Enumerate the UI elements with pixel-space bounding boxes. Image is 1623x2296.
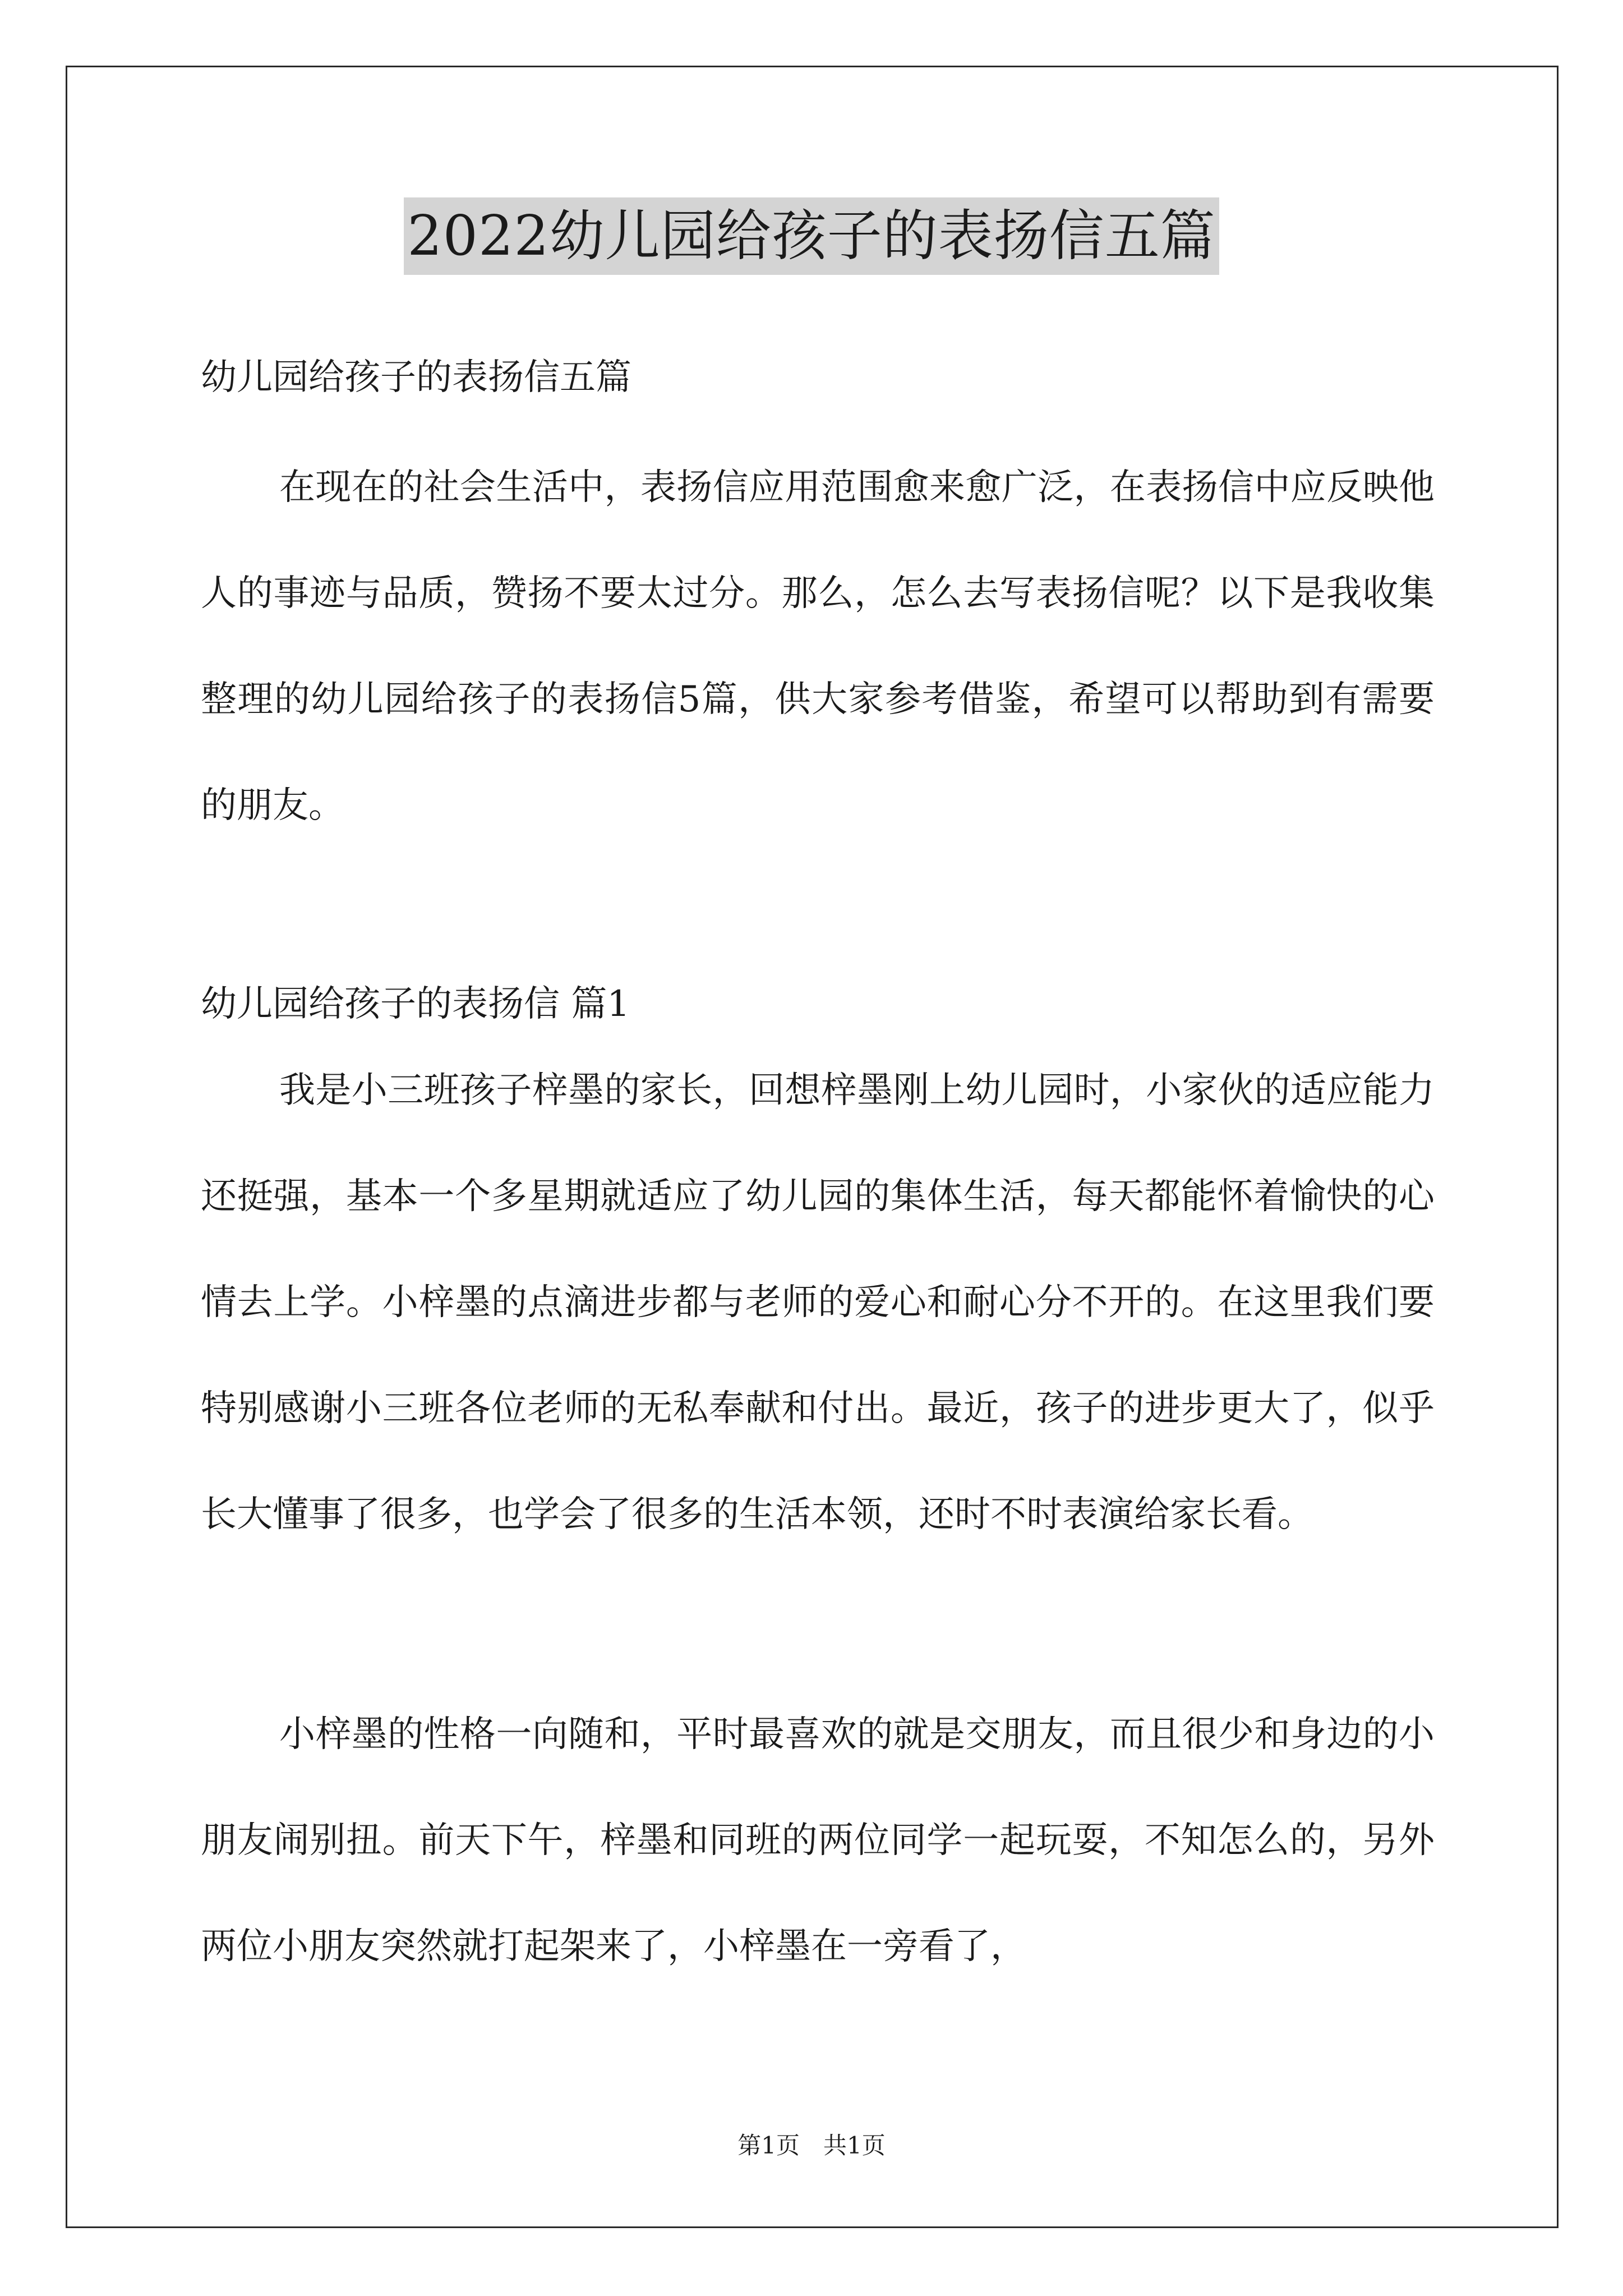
body-paragraph-1: 我是小三班孩子梓墨的家长，回想梓墨刚上幼儿园时，小家伙的适应能力还挺强，基本一个多星期就适应了幼儿园的集体生活，每天都能怀着愉快的心情去上学。小梓墨的点滴进步都与老师的爱心和耐心分不开的。在这里我们要特别感谢小三班各位老师的无私奉献和付出。最近，孩子的进步更大了，似乎长大懂事了很多，也学会了很多的生活本领，还时不时表演给家长看。 <box>201 1070 1435 1535</box>
title-container <box>0 197 1623 275</box>
document-title: 2022幼儿园给孩子的表扬信五篇 <box>404 197 1219 275</box>
document-subtitle: 幼儿园给孩子的表扬信五篇 <box>201 357 631 398</box>
section-heading: 幼儿园给孩子的表扬信 篇1 <box>201 983 630 1025</box>
page-footer: 第1页 共1页 <box>737 2132 886 2159</box>
body-paragraph-2: 小梓墨的性格一向随和，平时最喜欢的就是交朋友，而且很少和身边的小朋友闹别扭。前天下午，梓墨和同班的两位同学一起玩耍，不知怎么的，另外两位小朋友突然就打起架来了，小梓墨在一旁看了， <box>201 1714 1435 1967</box>
intro-paragraph: 在现在的社会生活中，表扬信应用范围愈来愈广泛，在表扬信中应反映他人的事迹与品质，赞扬不要太过分。那么，怎么去写表扬信呢？以下是我收集整理的幼儿园给孩子的表扬信5篇，供大家参考借鉴，希望可以帮助到有需要的朋友。 <box>201 467 1435 826</box>
